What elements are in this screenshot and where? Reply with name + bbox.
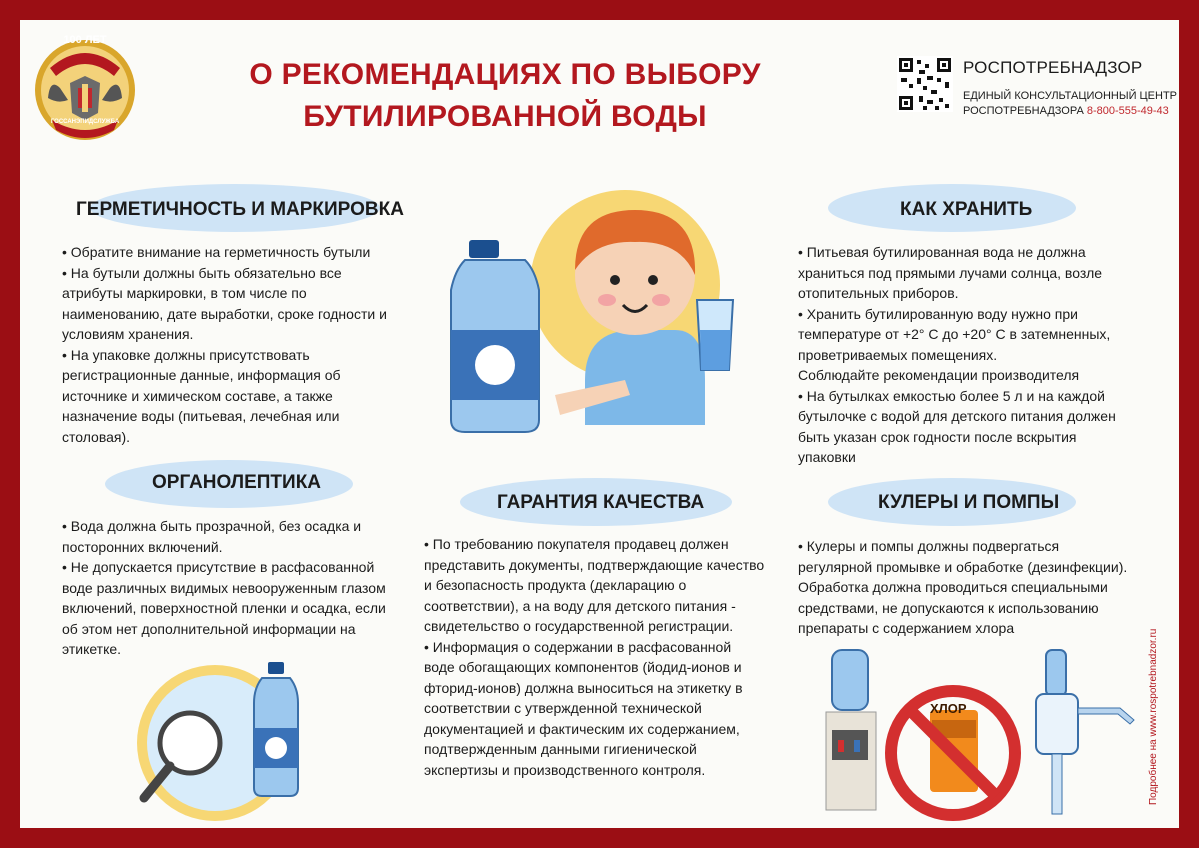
text-line: • Хранить бутилированную воду нужно при [798, 305, 1078, 322]
text-line: препараты с содержанием хлора [798, 620, 1015, 636]
text-line: регулярной промывке и обработке (дезинфекции). [798, 558, 1128, 575]
magnifier-illustration [130, 648, 320, 828]
text-line: • Не допускается присутствие в расфасованной [62, 559, 375, 575]
text-line: документацией и фактическим их содержанием, [424, 720, 740, 737]
text-line: • Вода должна быть прозрачной, без осадка и [62, 518, 362, 534]
poster [20, 20, 1179, 828]
text-line: • На упаковке должны присутствовать [62, 346, 310, 363]
text-line: посторонних включений. [62, 538, 223, 555]
text-line: об этом нет дополнительной информации на [62, 620, 356, 637]
chlorine-label: ХЛОР [930, 701, 967, 716]
heading-coolers: КУЛЕРЫ И ПОМПЫ [878, 492, 1060, 513]
cooler-pump-illustration [820, 648, 1150, 823]
text-line: температуре от +2° С до +20° С в затемненных, [798, 326, 1111, 342]
text-line: упаковки [798, 449, 856, 465]
hotline-phone[interactable]: 8-800-555-49-43 [1086, 105, 1169, 117]
text-line: экспертизы и производственного контроля. [424, 761, 706, 778]
text-line: храниться под прямыми лучами солнца, возле [798, 264, 1103, 281]
child-with-water-illustration [435, 180, 735, 440]
org-subtitle-2-text: РОСПОТРЕБНАДЗОРА [963, 105, 1084, 117]
title-line-1: О РЕКОМЕНДАЦИЯХ ПО ВЫБОРУ [249, 58, 761, 91]
text-line: воде различных видимых невооруженным глазом [62, 579, 386, 596]
website-side-note[interactable]: Подробнее на www.rospotrebnadzor.ru [1148, 628, 1159, 805]
text-line: назначение воды (питьевая, лечебная или [62, 408, 340, 424]
text-coolers [798, 536, 1127, 639]
text-line: соответствии), а на воду для детского питания - [424, 597, 736, 614]
heading-storage: КАК ХРАНИТЬ [900, 199, 1033, 220]
text-line: средствами, не допускаются к использованию [798, 599, 1099, 616]
page-title [220, 54, 790, 138]
text-line: и безопасность продукта (декларацию о [424, 577, 687, 593]
text-line: • По требованию покупателя продавец должен [424, 536, 729, 552]
text-line: бутылочке с водой для детского питания должен [798, 408, 1116, 424]
text-line: источнике и химическом составе, а также [62, 387, 333, 404]
text-line: • Кулеры и помпы должны подвергаться [798, 538, 1060, 554]
org-name: РОСПОТРЕБНАДЗОР [963, 58, 1143, 77]
text-line: проветриваемых помещениях. [798, 346, 998, 363]
text-line: регистрационные данные, информация об [62, 367, 341, 383]
text-line: быть указан срок годности после вскрытия [798, 428, 1077, 445]
text-line: Обработка должна проводиться специальными [798, 579, 1108, 595]
title-line-2: БУТИЛИРОВАННОЙ ВОДЫ [303, 100, 707, 133]
heading-sealing: ГЕРМЕТИЧНОСТЬ И МАРКИРОВКА [76, 199, 404, 220]
text-line: наименованию, дате выработки, сроке годности и [62, 305, 387, 322]
text-organoleptic [62, 516, 386, 660]
heading-organoleptic: ОРГАНОЛЕПТИКА [152, 472, 322, 493]
text-line: • Питьевая бутилированная вода не должна [798, 244, 1086, 260]
text-storage [798, 242, 1116, 468]
text-line: условиям хранения. [62, 326, 194, 342]
emblem-text-bottom: ГОССАНЭПИДСЛУЖБА [50, 119, 120, 125]
text-line: фторид-ионов) должна выноситься на этикетку в [424, 679, 743, 696]
text-line: столовая). [62, 428, 131, 445]
emblem-text-top: 100 ЛЕТ [63, 34, 107, 46]
text-line: воде обогащающих компонентов (йодид-ионов и [424, 659, 742, 675]
text-line: подтвержденным данными гигиенической [424, 741, 697, 757]
text-line: этикетке. [62, 641, 122, 657]
text-line: • На бутылках емкостью более 5 л и на каждой [798, 387, 1105, 404]
text-line: • На бутыли должны быть обязательно все [62, 264, 342, 281]
org-subtitle: ЕДИНЫЙ КОНСУЛЬТАЦИОННЫЙ ЦЕНТР [963, 90, 1178, 102]
text-line: • Информация о содержании в расфасованной [424, 638, 732, 655]
text-line: включений, поверхностной пленки и осадка, если [62, 600, 386, 616]
text-line: Соблюдайте рекомендации производителя [798, 367, 1080, 383]
text-quality [424, 534, 764, 780]
text-line: отопительных приборов. [798, 285, 959, 301]
text-line: свидетельство о государственной регистрации. [424, 618, 734, 634]
text-sealing [62, 242, 387, 447]
heading-quality: ГАРАНТИЯ КАЧЕСТВА [497, 492, 705, 513]
qr-code-icon [897, 56, 953, 112]
text-line: представить документы, подтверждающие качество [424, 556, 765, 573]
text-line: атрибуты маркировки, в том числе по [62, 285, 307, 301]
org-subtitle-2 [963, 104, 1169, 119]
text-line: соответствии с утвержденной технической [424, 700, 702, 716]
text-line: • Обратите внимание на герметичность бутыли [62, 244, 371, 260]
